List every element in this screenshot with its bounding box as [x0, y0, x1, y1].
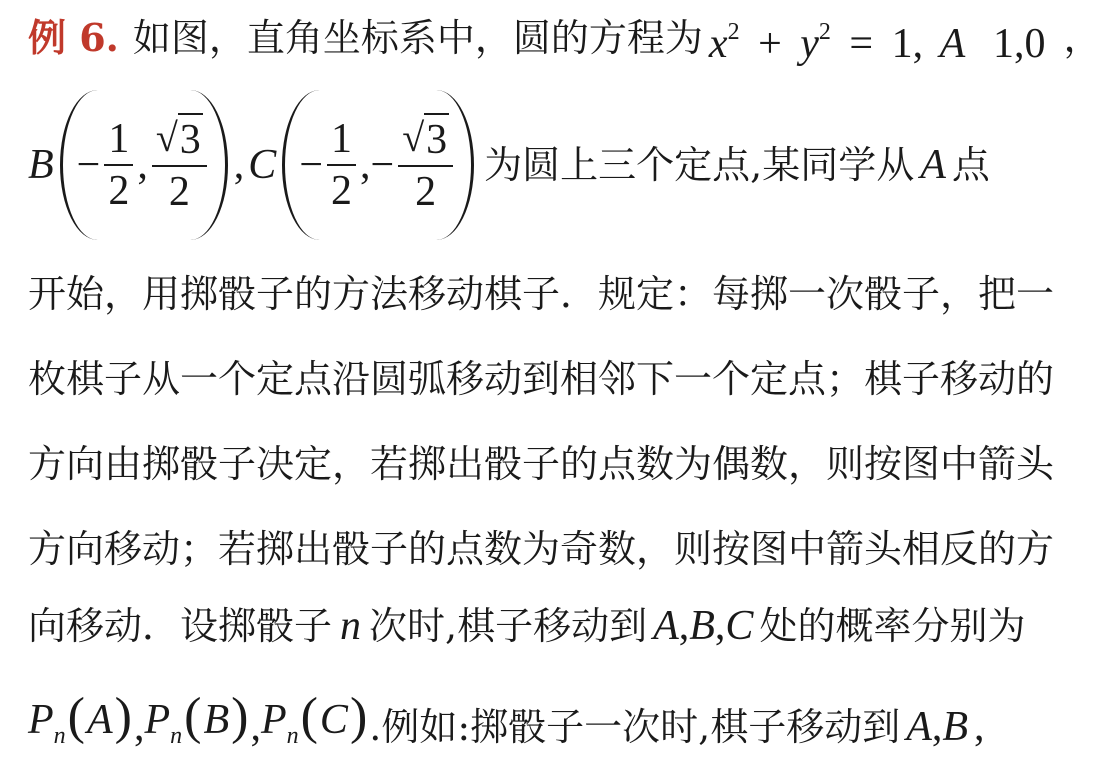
fraction-half [327, 114, 356, 216]
c-sep: , [360, 142, 371, 188]
line-6: 方向移动；若掷出骰子的点数为奇数，则按图中箭头相反的方 [28, 527, 1055, 571]
points-AB [906, 705, 968, 749]
sqrt3 [398, 113, 453, 167]
comma: , [678, 603, 690, 649]
eq-y-exp: 2 [818, 19, 831, 45]
frac-den: 2 [108, 168, 130, 214]
point-B-label: B [689, 603, 715, 649]
point-B-label: B [203, 697, 230, 743]
prob-PA [28, 688, 134, 758]
example-label: 例 6. [28, 15, 119, 60]
line-3: 开始，用掷骰子的方法移动棋子．规定：每掷一次骰子，把一 [28, 272, 1055, 316]
eq-rhs: 1 [891, 21, 913, 67]
line-4: 枚棋子从一个定点沿圆弧移动到相邻下一个定点；棋子移动的 [28, 357, 1055, 401]
prob-sub-n: n [286, 723, 299, 749]
points-ABC [653, 604, 753, 648]
var-n: n [340, 603, 362, 649]
fraction-sqrt3-over-2 [152, 113, 207, 217]
frac-den: 2 [168, 169, 190, 215]
rparen: ) [114, 688, 132, 745]
lparen: ( [300, 688, 318, 745]
c-minus2: − [370, 142, 395, 188]
point-A-label: A [86, 697, 113, 743]
equation [709, 10, 1046, 66]
point-C-label: C [725, 603, 754, 649]
b-minus: − [76, 142, 101, 188]
prob-sub-n: n [53, 723, 66, 749]
line1-trail: ， [1063, 16, 1102, 60]
c-minus: − [299, 142, 323, 188]
line8-text: .例如:掷骰子一次时,棋子移动到 [369, 704, 901, 749]
radicand: 3 [178, 113, 203, 165]
line-8 [28, 688, 1060, 758]
point-A-label: A [653, 603, 679, 649]
fraction-half [104, 114, 133, 216]
prob-P: P [28, 697, 54, 743]
point-C-label: C [319, 697, 348, 743]
point-A-label: A [906, 703, 932, 750]
point-B-label: B [942, 703, 969, 750]
point-A-label: A [939, 21, 965, 67]
point-A-coords: 1,0 [993, 21, 1046, 67]
line-2 [28, 90, 1060, 240]
rparen: ) [231, 688, 249, 745]
line-5: 方向由掷骰子决定，若掷出骰子的点数为偶数，则按图中箭头 [28, 442, 1055, 486]
eq-comma: , [912, 21, 924, 67]
b-sep: , [137, 142, 148, 188]
line2-end: 点 [951, 143, 990, 187]
line8-end: , [974, 703, 985, 750]
eq-y: y [800, 21, 819, 67]
eq-equals: = [849, 21, 874, 67]
eq-x-exp: 2 [727, 19, 740, 45]
line2-text: 为圆上三个定点,某同学从 [484, 143, 915, 187]
point-A-label: A [920, 142, 946, 188]
frac-den: 2 [331, 168, 352, 214]
eq-plus: + [758, 21, 782, 67]
point-B-label: B [28, 142, 54, 188]
fraction-sqrt3-over-2 [398, 113, 453, 217]
line-1 [28, 10, 1102, 67]
eq-x: x [708, 21, 728, 67]
comma: , [133, 703, 145, 750]
radical-sign: √ [155, 115, 178, 160]
sqrt3 [152, 113, 207, 167]
prob-PC [260, 688, 369, 758]
frac-den: 2 [415, 169, 437, 215]
point-C-label: C [248, 142, 277, 188]
frac-num: 1 [327, 114, 356, 166]
comma: , [250, 703, 261, 750]
radical-sign: √ [402, 115, 425, 160]
line7-post: 处的概率分别为 [759, 604, 1026, 648]
frac-num: 1 [104, 114, 133, 166]
line7-pre: 向移动．设掷骰子 [28, 604, 333, 648]
comma: , [931, 703, 943, 750]
comma: , [714, 603, 726, 649]
lparen: ( [67, 688, 85, 745]
line-7 [28, 604, 1060, 648]
radicand: 3 [424, 113, 449, 165]
rparen: ) [349, 688, 368, 745]
prob-P: P [260, 697, 287, 743]
prob-sub-n: n [170, 723, 183, 749]
point-B-coords [60, 90, 228, 240]
prob-PB [144, 688, 250, 758]
point-C-coords [282, 90, 474, 240]
prob-P: P [144, 697, 171, 743]
line1-text: 如图，直角坐标系中，圆的方程为 [132, 16, 703, 60]
lparen: ( [184, 688, 202, 745]
bc-sep: , [233, 142, 245, 188]
line7-mid: 次时,棋子移动到 [369, 604, 648, 648]
